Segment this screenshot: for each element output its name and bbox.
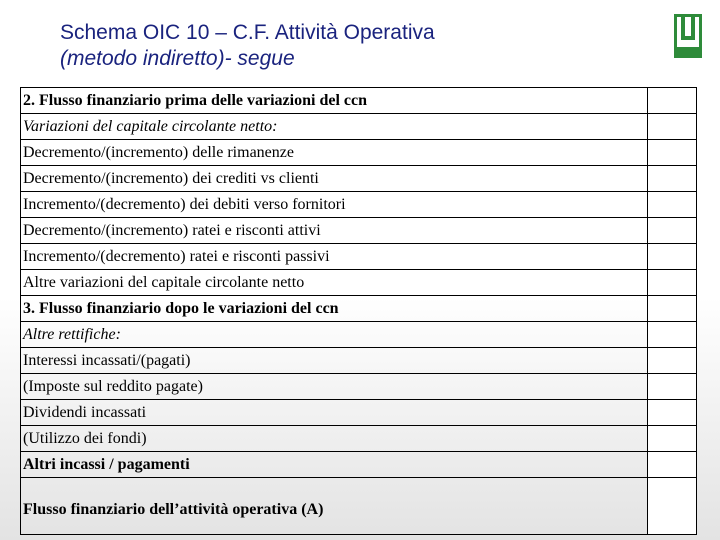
- row-value-cell: [647, 296, 696, 322]
- row-value-cell: [647, 426, 696, 452]
- row-value-cell: [647, 244, 696, 270]
- table-row: [21, 218, 697, 244]
- slide-title: [60, 20, 435, 72]
- row-value-cell: [647, 192, 696, 218]
- row-label: 3. Flusso finanziario dopo le variazioni del ccn: [21, 296, 648, 322]
- table-row: [21, 426, 697, 452]
- table-row: [21, 88, 697, 114]
- table-row: [21, 478, 697, 535]
- cash-flow-table: [20, 87, 697, 528]
- row-value-cell: [647, 322, 696, 348]
- row-value-cell: [647, 88, 696, 114]
- table-row: [21, 322, 697, 348]
- row-label: Decremento/(incremento) delle rimanenze: [21, 140, 648, 166]
- row-value-cell: [647, 452, 696, 478]
- row-label: Altri incassi / pagamenti: [21, 452, 648, 478]
- cash-flow-grid: [20, 87, 697, 535]
- row-label: Interessi incassati/(pagati): [21, 348, 648, 374]
- row-value-cell: [647, 140, 696, 166]
- table-row: [21, 140, 697, 166]
- slide-title-line2: (metodo indiretto)- segue: [60, 47, 295, 70]
- university-logo-graphic: [660, 6, 716, 62]
- table-row: [21, 244, 697, 270]
- table-row: [21, 296, 697, 322]
- table-row: [21, 114, 697, 140]
- university-logo-icon: [660, 6, 716, 62]
- slide-title-line1: Schema OIC 10 – C.F. Attività Operativa: [60, 21, 435, 44]
- row-value-cell: [647, 218, 696, 244]
- row-value-cell: [647, 166, 696, 192]
- table-row: [21, 348, 697, 374]
- row-value-cell: [647, 270, 696, 296]
- table-row: [21, 166, 697, 192]
- row-label: 2. Flusso finanziario prima delle variazioni del ccn: [21, 88, 648, 114]
- row-value-cell: [647, 114, 696, 140]
- row-label: Variazioni del capitale circolante netto:: [21, 114, 648, 140]
- row-value-cell: [647, 374, 696, 400]
- table-row: [21, 452, 697, 478]
- row-label: Incremento/(decremento) ratei e risconti passivi: [21, 244, 648, 270]
- row-label: Dividendi incassati: [21, 400, 648, 426]
- row-label: Altre variazioni del capitale circolante netto: [21, 270, 648, 296]
- table-row: [21, 192, 697, 218]
- table-row: [21, 270, 697, 296]
- table-row: [21, 374, 697, 400]
- row-label: Decremento/(incremento) ratei e risconti attivi: [21, 218, 648, 244]
- row-label: Flusso finanziario dell’attività operativa (A): [21, 478, 648, 535]
- row-label: (Imposte sul reddito pagate): [21, 374, 648, 400]
- row-label: Incremento/(decremento) dei debiti verso fornitori: [21, 192, 648, 218]
- row-value-cell: [647, 348, 696, 374]
- row-label: Altre rettifiche:: [21, 322, 648, 348]
- row-label: Decremento/(incremento) dei crediti vs clienti: [21, 166, 648, 192]
- table-row: [21, 400, 697, 426]
- row-value-cell: [647, 478, 696, 535]
- row-label: (Utilizzo dei fondi): [21, 426, 648, 452]
- row-value-cell: [647, 400, 696, 426]
